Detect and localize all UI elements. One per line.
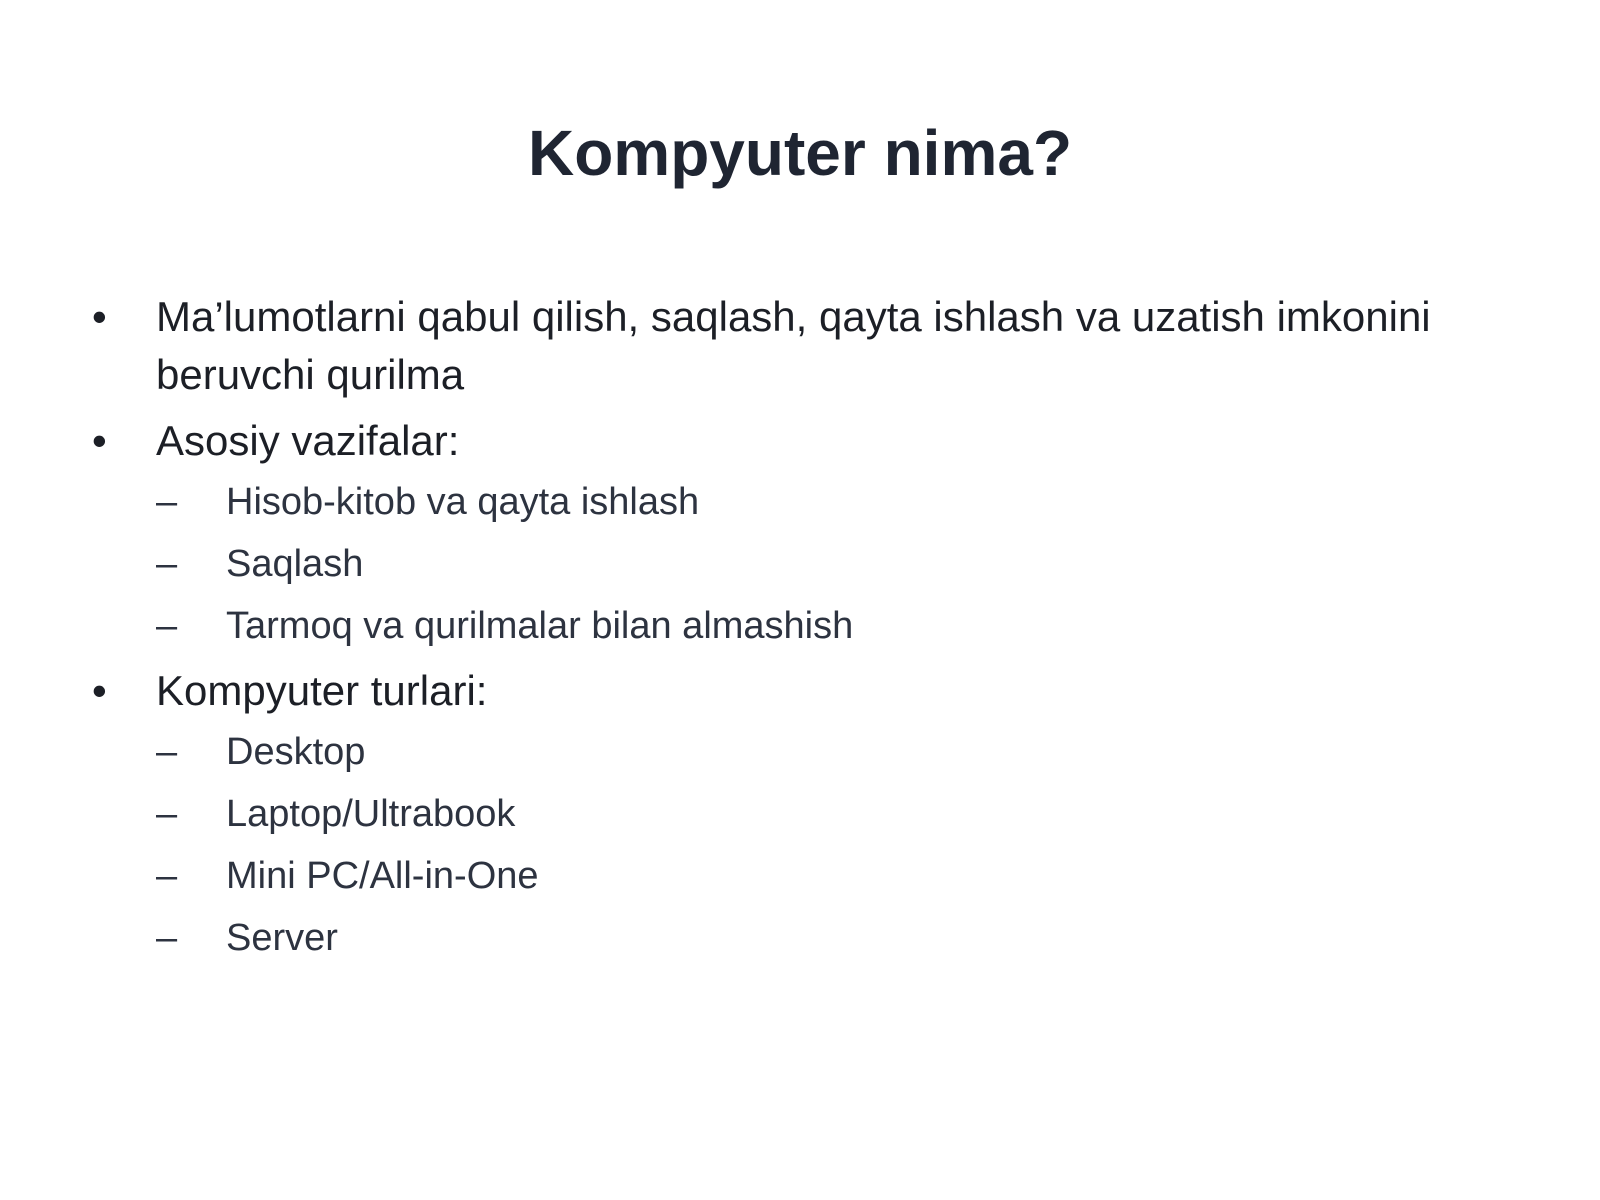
sub-list-types: [156, 726, 1510, 964]
dash-marker: –: [156, 917, 178, 959]
dash-marker: –: [156, 481, 178, 523]
sub-item-text: Desktop: [226, 731, 366, 773]
bullet-text: Asosiy vazifalar:: [156, 417, 460, 464]
dash-marker: –: [156, 793, 178, 835]
sub-item: [156, 600, 1510, 652]
bullet-item-functions: [90, 412, 1510, 652]
sub-item: [156, 538, 1510, 590]
bullet-list: [90, 288, 1510, 974]
slide-title: Kompyuter nima?: [527, 117, 1073, 189]
sub-item-text: Saqlash: [226, 543, 364, 585]
sub-item-text: Server: [226, 917, 338, 959]
dash-marker: –: [156, 543, 178, 585]
bullet-marker: •: [92, 293, 107, 340]
bullet-item-definition: [90, 288, 1510, 404]
sub-item-text: Tarmoq va qurilmalar bilan almashish: [226, 605, 854, 647]
dash-marker: –: [156, 731, 178, 773]
sub-item: [156, 850, 1510, 902]
sub-item-text: Hisob-kitob va qayta ishlash: [226, 481, 700, 523]
sub-item: [156, 726, 1510, 778]
bullet-text: Kompyuter turlari:: [156, 667, 488, 714]
bullet-text: Ma’lumotlarni qabul qilish, saqlash, qayta ishlash va uzatish imkonini beruvchi qurilma: [156, 293, 1431, 398]
sub-item-text: Mini PC/All-in-One: [226, 855, 539, 897]
sub-item: [156, 912, 1510, 964]
dash-marker: –: [156, 605, 178, 647]
bullet-item-types: [90, 662, 1510, 964]
dash-marker: –: [156, 855, 178, 897]
sub-list-functions: [156, 476, 1510, 652]
sub-item: [156, 788, 1510, 840]
bullet-marker: •: [92, 417, 107, 464]
bullet-marker: •: [92, 667, 107, 714]
sub-item: [156, 476, 1510, 528]
sub-item-text: Laptop/Ultrabook: [226, 793, 516, 835]
